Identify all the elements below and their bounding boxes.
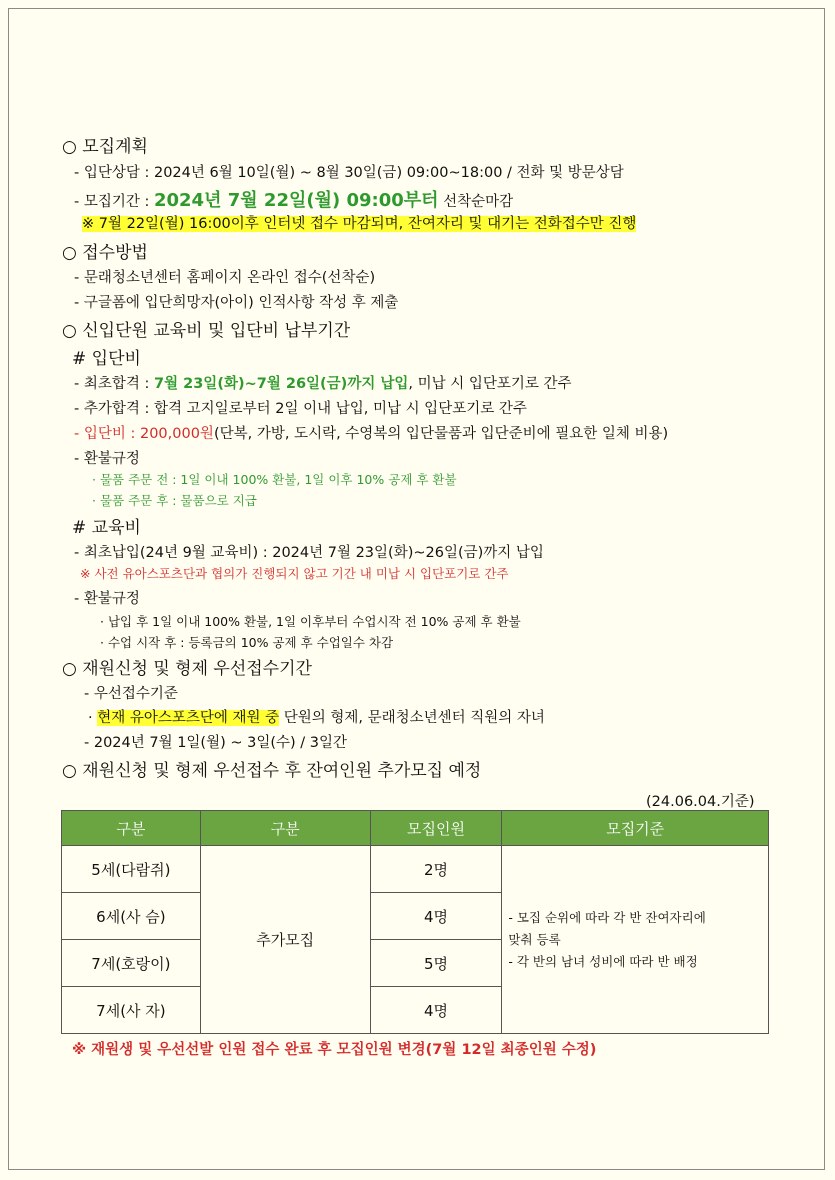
tuition-refund-before-class: · 납입 후 1일 이내 100% 환불, 1일 이후부터 수업시작 전 10% 공제 후 환불 xyxy=(100,614,521,629)
count-cell: 5명 xyxy=(370,940,502,987)
refund-before-order: · 물품 주문 전 : 1일 이내 100% 환불, 1일 이후 10% 공제 후 환불 xyxy=(92,472,457,487)
additional-acceptance-line: - 추가합격 : 합격 고지일로부터 2일 이내 납입, 미납 시 입단포기로 간주 xyxy=(74,401,527,417)
criteria-line-1: - 모집 순위에 따라 각 반 잔여자리에 xyxy=(508,909,706,925)
recruitment-period-label: - 모집기간 : xyxy=(74,194,154,210)
google-form-line: - 구글폼에 입단희망자(아이) 인적사항 작성 후 제출 xyxy=(74,295,399,311)
priority-period-line: - 2024년 7월 1일(월) ~ 3일(수) / 3일간 xyxy=(84,735,348,751)
section-payment-period-title: ○ 신입단원 교육비 및 입단비 납부기간 xyxy=(62,321,351,341)
header-criteria: 모집기준 xyxy=(502,811,769,846)
first-acceptance-suffix: , 미납 시 입단포기로 간주 xyxy=(408,376,572,392)
table-row xyxy=(62,846,769,893)
section-priority-period-title: ○ 재원신청 및 형제 우선접수기간 xyxy=(62,659,312,679)
recruitment-period-line xyxy=(74,186,513,212)
tuition-refund-after-class: · 수업 시작 후 : 등록금의 10% 공제 후 수업일수 차감 xyxy=(100,635,394,650)
priority-criteria-line xyxy=(88,706,545,727)
section-additional-recruitment-title: ○ 재원신청 및 형제 우선접수 후 잔여인원 추가모집 예정 xyxy=(62,761,482,781)
consultation-line: - 입단상담 : 2024년 6월 10일(월) ~ 8월 30일(금) 09:00~18:00 / 전화 및 방문상담 xyxy=(74,165,624,181)
priority-criteria-highlight: 현재 유아스포츠단에 재원 중 xyxy=(97,710,280,726)
criteria-cell xyxy=(502,846,769,1034)
entry-fee-description: (단복, 가방, 도시락, 수영복의 입단물품과 입단준비에 필요한 일체 비용) xyxy=(213,426,669,442)
priority-criteria-bullet: · xyxy=(88,710,98,726)
first-acceptance-label: - 최초합격 : xyxy=(74,376,154,392)
first-acceptance-line xyxy=(74,372,572,393)
section-recruitment-plan-title: ○ 모집계획 xyxy=(62,137,148,157)
refund-policy-label-1: - 환불규정 xyxy=(74,451,140,467)
table-footnote: ※ 재원생 및 우선선발 인원 접수 완료 후 모집인원 변경(7월 12일 최종인원 수정) xyxy=(72,1042,597,1058)
refund-after-order: · 물품 주문 후 : 물품으로 지급 xyxy=(92,493,257,508)
header-type: 구분 xyxy=(200,811,370,846)
type-cell: 추가모집 xyxy=(200,846,370,1034)
criteria-line-2: 맞춰 등록 xyxy=(508,931,561,947)
basis-date: (24.06.04.기준) xyxy=(646,794,755,810)
priority-criteria-label: - 우선접수기준 xyxy=(84,686,178,702)
internet-deadline-note xyxy=(82,212,636,233)
priority-criteria-suffix: 단원의 형제, 문래청소년센터 직원의 자녀 xyxy=(279,710,545,726)
class-cell: 6세(사 슴) xyxy=(62,893,201,940)
class-cell: 7세(호랑이) xyxy=(62,940,201,987)
class-cell: 7세(사 자) xyxy=(62,987,201,1034)
table-header-row xyxy=(62,811,769,846)
header-count: 모집인원 xyxy=(370,811,502,846)
criteria-line-3: - 각 반의 남녀 성비에 따라 반 배정 xyxy=(508,953,698,969)
first-acceptance-period: 7월 23일(화)~7월 26일(금)까지 납입 xyxy=(153,376,409,392)
count-cell: 4명 xyxy=(370,987,502,1034)
entry-fee-amount: - 입단비 : 200,000원 xyxy=(74,426,214,442)
count-cell: 2명 xyxy=(370,846,502,893)
internet-deadline-note-text: ※ 7월 22일(월) 16:00이후 인터넷 접수 마감되며, 잔여자리 및 대기는 전화접수만 진행 xyxy=(82,216,637,232)
count-cell: 4명 xyxy=(370,893,502,940)
recruitment-table xyxy=(61,810,769,1034)
class-cell: 5세(다람쥐) xyxy=(62,846,201,893)
header-class: 구분 xyxy=(62,811,201,846)
non-payment-warning: ※ 사전 유아스포츠단과 협의가 진행되지 않고 기간 내 미납 시 입단포기로 간주 xyxy=(80,566,509,581)
entry-fee-line xyxy=(74,422,668,443)
first-tuition-payment-line: - 최초납입(24년 9월 교육비) : 2024년 7월 23일(화)~26일(금)까지 납입 xyxy=(74,545,544,561)
entry-fee-subtitle: # 입단비 xyxy=(72,349,141,369)
refund-policy-label-2: - 환불규정 xyxy=(74,591,140,607)
tuition-subtitle: # 교육비 xyxy=(72,518,141,538)
recruitment-period-suffix: 선착순마감 xyxy=(438,194,514,210)
section-application-method-title: ○ 접수방법 xyxy=(62,243,148,263)
recruitment-period-date: 2024년 7월 22일(월) 09:00부터 xyxy=(153,190,439,211)
online-application-line: - 문래청소년센터 홈페이지 온라인 접수(선착순) xyxy=(74,270,376,286)
